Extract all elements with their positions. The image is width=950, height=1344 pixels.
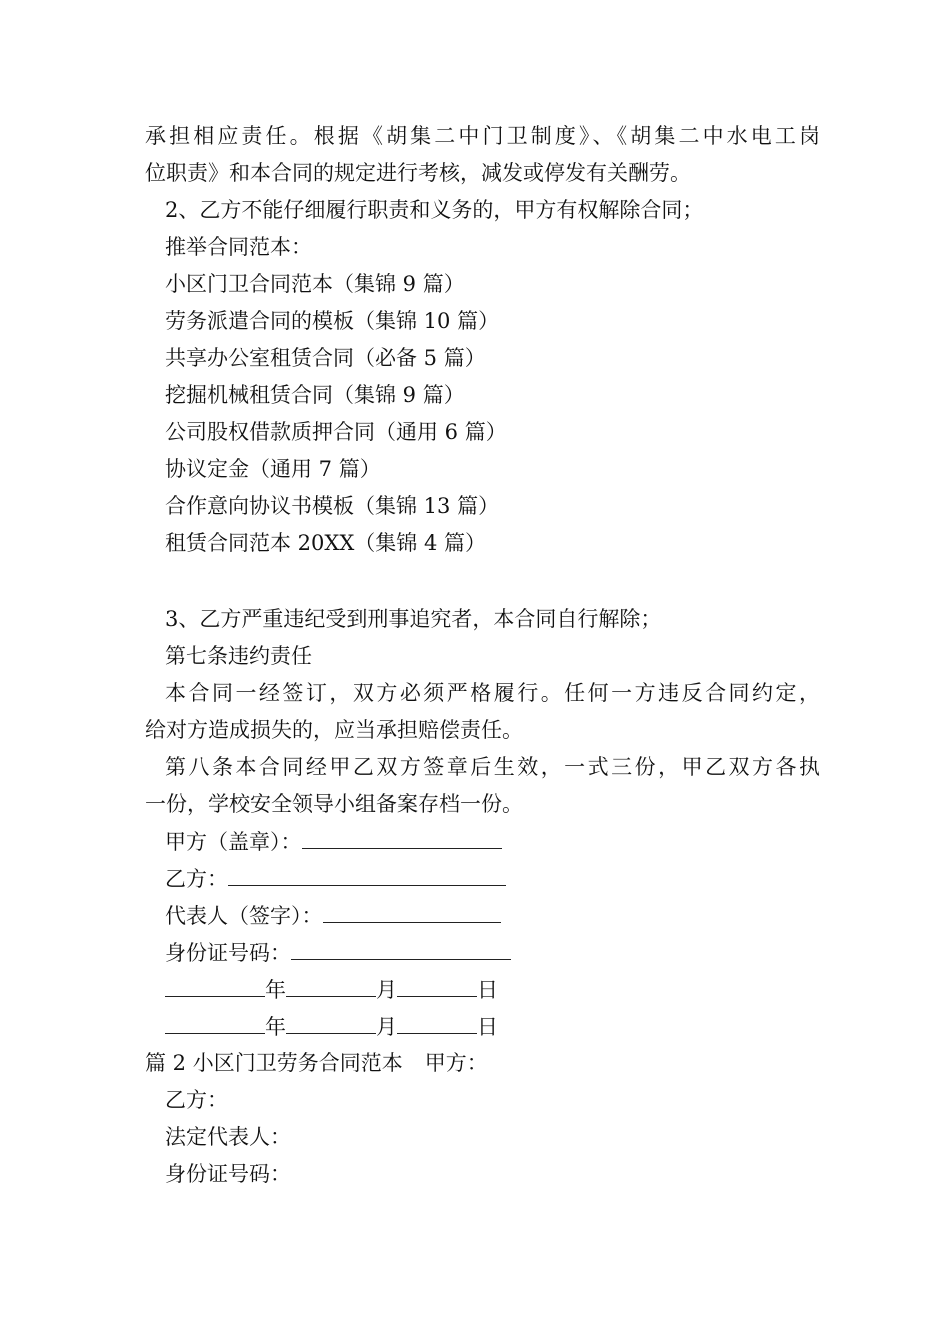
recommend-link[interactable]: 劳务派遣合同的模板（集锦 10 篇）	[165, 309, 500, 333]
party-b-signature-row	[165, 863, 820, 894]
party-a-label: 甲方（盖章）：	[165, 830, 302, 854]
paragraph-line: 一份，学校安全领导小组备案存档一份。	[145, 792, 523, 816]
representative-row	[165, 900, 820, 931]
day-blank	[397, 1011, 477, 1034]
month-label: 月	[376, 1015, 397, 1039]
month-blank	[286, 974, 376, 997]
year-blank	[165, 974, 265, 997]
paragraph-line: 承担相应责任。根据《胡集二中门卫制度》、《胡集二中水电工岗	[145, 124, 820, 148]
year-label: 年	[265, 978, 286, 1002]
day-label: 日	[477, 1015, 498, 1039]
section-2-heading: 篇 2 小区门卫劳务合同范本	[145, 1051, 403, 1075]
year-blank	[165, 1011, 265, 1034]
article-7-heading: 第七条违约责任	[165, 644, 312, 668]
recommend-link[interactable]: 合作意向协议书模板（集锦 13 篇）	[165, 494, 500, 518]
clause-2: 2、乙方不能仔细履行职责和义务的，甲方有权解除合同；	[165, 198, 704, 222]
clause-3: 3、乙方严重违纪受到刑事追究者，本合同自行解除；	[165, 607, 662, 631]
section-2-party-a: 甲方：	[424, 1051, 488, 1075]
party-a-signature-row	[165, 826, 820, 857]
recommend-link[interactable]: 租赁合同范本 20XX（集锦 4 篇）	[165, 531, 487, 555]
representative-label: 代表人（签字）：	[165, 904, 323, 928]
party-b-blank	[228, 863, 506, 886]
section-2-legal-rep: 法定代表人：	[165, 1125, 291, 1149]
recommend-link[interactable]: 公司股权借款质押合同（通用 6 篇）	[165, 420, 507, 444]
party-b-label: 乙方：	[165, 867, 228, 891]
id-number-label: 身份证号码：	[165, 941, 291, 965]
representative-blank	[323, 900, 501, 923]
day-blank	[397, 974, 477, 997]
paragraph-line: 给对方造成损失的，应当承担赔偿责任。	[145, 718, 523, 742]
recommend-link[interactable]: 挖掘机械租赁合同（集锦 9 篇）	[165, 383, 465, 407]
day-label: 日	[477, 978, 498, 1002]
month-blank	[286, 1011, 376, 1034]
section-2-id-number: 身份证号码：	[165, 1162, 291, 1186]
article-8: 第八条本合同经甲乙双方签章后生效，一式三份，甲乙双方各执	[165, 755, 820, 779]
recommend-link[interactable]: 小区门卫合同范本（集锦 9 篇）	[165, 272, 465, 296]
recommend-heading: 推举合同范本：	[165, 235, 312, 259]
paragraph-line: 本合同一经签订，双方必须严格履行。任何一方违反合同约定，	[165, 681, 820, 705]
date-row	[165, 974, 820, 1005]
id-number-blank	[291, 937, 511, 960]
section-2-party-b: 乙方：	[165, 1088, 228, 1112]
recommend-link[interactable]: 共享办公室租赁合同（必备 5 篇）	[165, 346, 486, 370]
recommend-link[interactable]: 协议定金（通用 7 篇）	[165, 457, 381, 481]
date-row	[165, 1011, 820, 1042]
month-label: 月	[376, 978, 397, 1002]
paragraph-line: 位职责》和本合同的规定进行考核，减发或停发有关酬劳。	[145, 161, 691, 185]
id-number-row	[165, 937, 820, 968]
party-a-blank	[302, 826, 502, 849]
section-2-heading-row	[145, 1048, 820, 1078]
year-label: 年	[265, 1015, 286, 1039]
